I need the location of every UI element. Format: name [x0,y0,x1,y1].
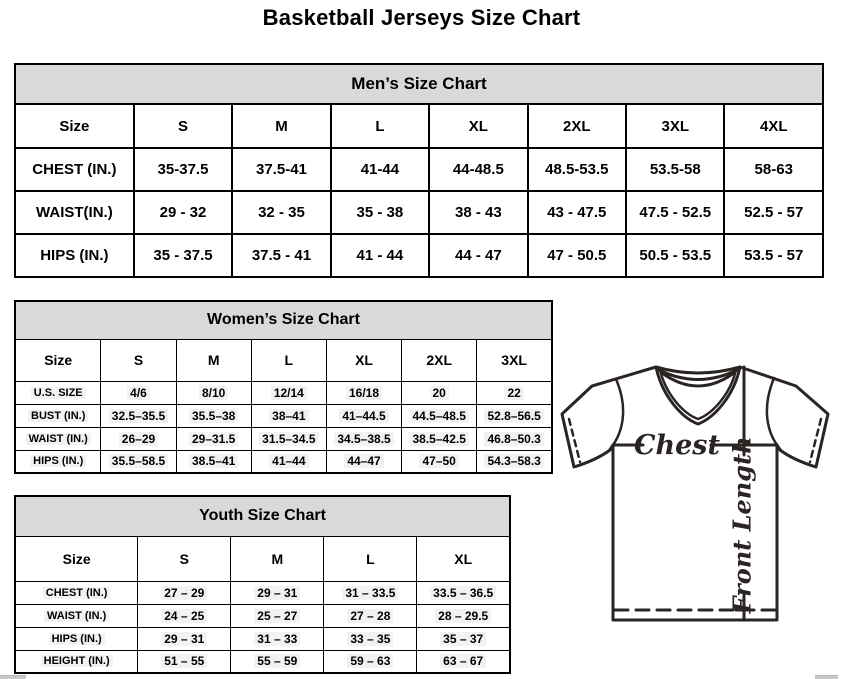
measurement-value-text: 31 – 33 [254,632,300,646]
size-column-header: XL [429,104,527,148]
measurement-value-cell: 35 - 37.5 [134,234,232,277]
measurement-value-cell: 32 - 35 [232,191,330,234]
measurement-row [15,404,552,427]
measurement-value-cell: 58-63 [724,148,823,191]
measurement-value-cell: 44-48.5 [429,148,527,191]
chest-label: Chest [634,430,720,461]
youth-size-chart-table [14,495,511,674]
size-header-label: Size [15,104,134,148]
measurement-value-text: 31.5–34.5 [259,432,318,446]
table-title-bar: Women’s Size Chart [15,301,552,339]
measurement-value-cell [402,450,477,473]
measurement-value-text: 63 – 67 [440,654,486,668]
measurement-value-cell: 50.5 - 53.5 [626,234,724,277]
womens-size-chart-table [14,300,553,474]
measurement-value-cell [417,581,510,604]
size-table [14,300,553,474]
measurement-value-cell: 35 - 38 [331,191,429,234]
measurement-value-text: 59 – 63 [347,654,393,668]
measurement-row [15,581,510,604]
measurement-row-label [15,404,101,427]
measurement-value-cell [417,604,510,627]
measurement-value-cell [101,381,176,404]
size-column-header: XL [417,536,510,581]
measurement-row-label [15,450,101,473]
size-table [14,63,824,278]
measurement-value-text: 52.8–56.5 [484,409,543,423]
measurement-value-text: 35.5–38 [189,409,238,423]
measurement-row-label [15,381,101,404]
measurement-value-cell: 47.5 - 52.5 [626,191,724,234]
measurement-value-cell [176,381,251,404]
measurement-value-cell [101,404,176,427]
measurement-value-cell [324,604,417,627]
measurement-row-label-text: U.S. SIZE [31,387,86,399]
measurement-row [15,627,510,650]
measurement-row-label-text: CHEST (IN.) [43,587,111,599]
measurement-value-text: 44.5–48.5 [409,409,468,423]
measurement-value-cell: 35-37.5 [134,148,232,191]
measurement-value-cell: 37.5 - 41 [232,234,330,277]
measurement-value-text: 27 – 29 [161,586,207,600]
size-column-header: S [134,104,232,148]
measurement-value-cell [101,450,176,473]
measurement-value-text: 44–47 [344,454,383,468]
measurement-value-text: 26–29 [119,432,158,446]
measurement-value-text: 46.8–50.3 [484,432,543,446]
measurement-row-label [15,627,138,650]
measurement-value-cell [477,404,552,427]
size-header-label: Size [15,536,138,581]
measurement-value-cell [326,427,401,450]
measurement-row [15,427,552,450]
measurement-row-label-text: BUST (IN.) [28,410,88,422]
measurement-value-text: 16/18 [346,386,382,400]
measurement-value-cell [231,650,324,673]
measurement-value-cell [176,450,251,473]
jersey-measurement-diagram [558,362,835,628]
measurement-value-cell: 53.5 - 57 [724,234,823,277]
measurement-value-text: 27 – 28 [347,609,393,623]
measurement-value-text: 25 – 27 [254,609,300,623]
measurement-value-cell: 43 - 47.5 [528,191,626,234]
measurement-value-cell: 38 - 43 [429,191,527,234]
measurement-value-cell [326,404,401,427]
size-column-header: 3XL [626,104,724,148]
measurement-value-text: 29 – 31 [161,632,207,646]
measurement-value-text: 31 – 33.5 [342,586,398,600]
measurement-row [15,381,552,404]
measurement-value-text: 34.5–38.5 [334,432,393,446]
measurement-value-text: 38.5–42.5 [409,432,468,446]
measurement-value-cell [231,627,324,650]
measurement-value-cell [477,381,552,404]
measurement-row [15,650,510,673]
measurement-value-cell [477,427,552,450]
measurement-value-cell: 41-44 [331,148,429,191]
size-column-header: L [251,339,326,381]
measurement-value-cell: 44 - 47 [429,234,527,277]
measurement-row-label: CHEST (IN.) [15,148,134,191]
measurement-value-text: 29 – 31 [254,586,300,600]
mens-size-chart-table [14,63,824,278]
measurement-value-cell [326,381,401,404]
measurement-value-cell [251,381,326,404]
measurement-row [15,234,823,277]
front-length-label: Front Length [727,436,757,614]
size-column-header: S [101,339,176,381]
measurement-value-text: 38–41 [269,409,308,423]
measurement-row-label: HIPS (IN.) [15,234,134,277]
measurement-value-text: 38.5–41 [189,454,238,468]
measurement-value-cell [417,627,510,650]
measurement-value-text: 35.5–58.5 [109,454,168,468]
measurement-value-cell [326,450,401,473]
measurement-row [15,604,510,627]
measurement-value-cell [324,627,417,650]
measurement-value-text: 12/14 [271,386,307,400]
measurement-value-text: 33.5 – 36.5 [430,586,496,600]
measurement-value-cell [402,404,477,427]
measurement-value-text: 22 [504,386,523,400]
measurement-row [15,450,552,473]
size-column-header: M [232,104,330,148]
measurement-value-cell: 47 - 50.5 [528,234,626,277]
measurement-row [15,148,823,191]
measurement-value-text: 55 – 59 [254,654,300,668]
measurement-value-cell [324,650,417,673]
measurement-value-text: 24 – 25 [161,609,207,623]
measurement-row-label-text: HEIGHT (IN.) [41,655,113,667]
jersey-outline [562,367,828,620]
measurement-value-text: 8/10 [199,386,228,400]
table-title-bar: Youth Size Chart [15,496,510,536]
size-column-header: XL [326,339,401,381]
measurement-row-label-text: HIPS (IN.) [30,455,86,467]
measurement-value-cell [402,427,477,450]
measurement-value-text: 29–31.5 [189,432,238,446]
measurement-value-text: 20 [430,386,449,400]
size-column-header: M [176,339,251,381]
size-column-header: L [331,104,429,148]
measurement-row-label [15,581,138,604]
measurement-value-text: 4/6 [127,386,150,400]
measurement-row-label [15,604,138,627]
measurement-row-label: WAIST(IN.) [15,191,134,234]
measurement-value-text: 51 – 55 [161,654,207,668]
size-table [14,495,511,674]
page-title: Basketball Jerseys Size Chart [262,5,581,30]
size-column-header: 2XL [402,339,477,381]
measurement-value-cell [138,627,231,650]
measurement-value-cell [402,381,477,404]
measurement-row-label [15,427,101,450]
measurement-row-label [15,650,138,673]
measurement-value-cell [251,427,326,450]
measurement-value-cell: 52.5 - 57 [724,191,823,234]
measurement-value-cell [251,450,326,473]
measurement-value-cell [138,650,231,673]
measurement-row-label-text: WAIST (IN.) [44,610,109,622]
size-column-header: L [324,536,417,581]
measurement-value-cell [231,581,324,604]
measurement-value-cell: 48.5-53.5 [528,148,626,191]
measurement-value-cell [176,404,251,427]
size-column-header: M [231,536,324,581]
measurement-value-cell [138,604,231,627]
measurement-value-cell: 41 - 44 [331,234,429,277]
measurement-value-text: 41–44.5 [339,409,388,423]
size-header-label: Size [15,339,101,381]
size-column-header: S [138,536,231,581]
size-column-header: 3XL [477,339,552,381]
measurement-value-cell: 53.5-58 [626,148,724,191]
measurement-row [15,191,823,234]
measurement-value-cell [138,581,231,604]
measurement-value-text: 35 – 37 [440,632,486,646]
measurement-value-text: 28 – 29.5 [435,609,491,623]
measurement-value-text: 54.3–58.3 [484,454,543,468]
measurement-value-cell [176,427,251,450]
measurement-value-cell [251,404,326,427]
measurement-value-cell [324,581,417,604]
measurement-value-cell [101,427,176,450]
measurement-value-text: 33 – 35 [347,632,393,646]
measurement-row-label-text: WAIST (IN.) [26,433,91,445]
measurement-value-cell [231,604,324,627]
measurement-value-text: 32.5–35.5 [109,409,168,423]
measurement-value-cell: 37.5-41 [232,148,330,191]
measurement-value-text: 47–50 [419,454,458,468]
measurement-value-cell [477,450,552,473]
size-column-header: 2XL [528,104,626,148]
measurement-value-text: 41–44 [269,454,308,468]
measurement-value-cell [417,650,510,673]
scrollbar-left-button[interactable] [0,675,26,679]
measurement-value-cell: 29 - 32 [134,191,232,234]
size-column-header: 4XL [724,104,823,148]
table-title-bar: Men’s Size Chart [15,64,823,104]
measurement-row-label-text: HIPS (IN.) [49,633,105,645]
scrollbar-right-button[interactable] [815,675,838,679]
